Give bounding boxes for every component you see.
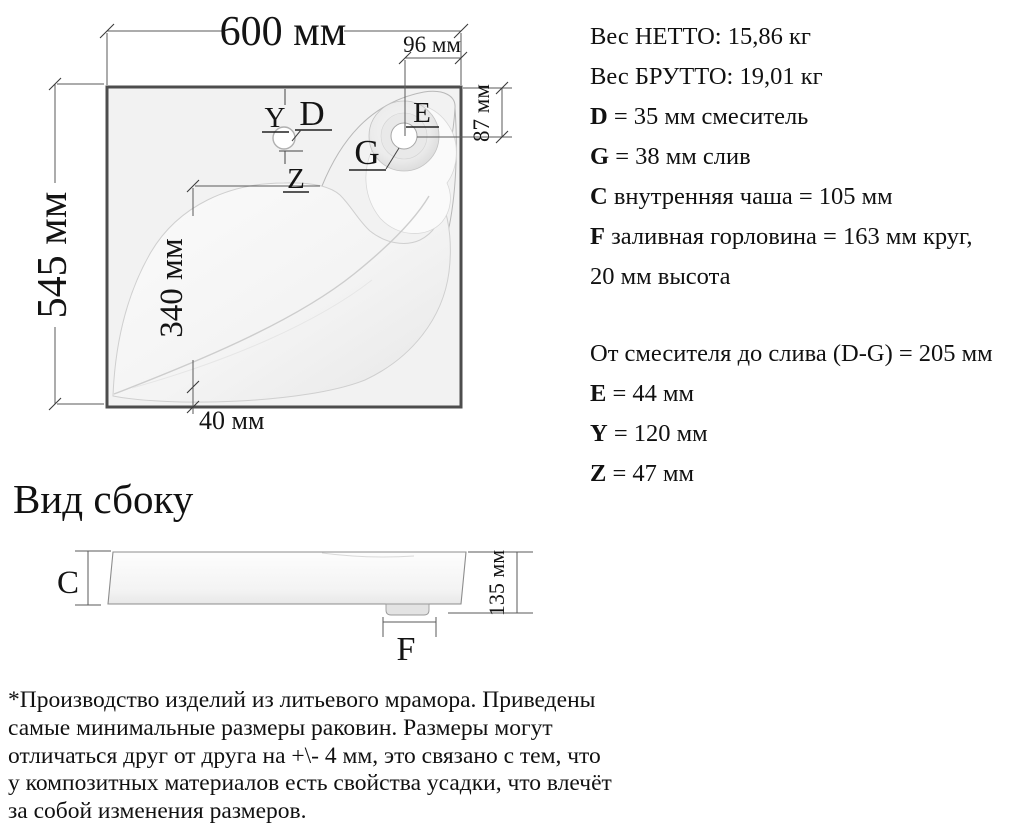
dim-340-label: 340 мм <box>154 238 190 338</box>
spec-key: D <box>590 103 608 130</box>
spec-value: = 120 мм <box>607 420 708 447</box>
note-line: за собой изменения размеров. <box>8 798 307 825</box>
dim-96-label: 96 мм <box>403 32 461 57</box>
spec-value: = 35 мм смеситель <box>607 103 809 130</box>
spec-key: F <box>590 223 605 250</box>
label-d: D <box>299 94 325 133</box>
label-f: F <box>396 631 416 668</box>
filling-neck <box>386 604 429 615</box>
label-e: E <box>413 97 431 129</box>
note-line: самые минимальные размеры раковин. Размеры могут <box>8 714 553 741</box>
dim-135-label: 135 мм <box>484 549 509 617</box>
spec-value: = 38 мм слив <box>609 143 751 170</box>
label-y: Y <box>264 102 286 134</box>
spec-value: От смесителя до слива (D-G) = 205 мм <box>590 340 993 367</box>
spec-e <box>590 377 1010 417</box>
note-line: у композитных материалов есть свойства усадки, что влечёт <box>8 770 612 797</box>
spec-value: Вес НЕТТО: 15,86 кг <box>590 23 811 50</box>
spec-y <box>590 417 1010 457</box>
spec-spacer <box>590 300 1010 337</box>
spec-f-neck <box>590 220 1010 260</box>
note-line: *Производство изделий из литьевого мрамора. Приведены <box>8 687 596 713</box>
label-z: Z <box>287 163 305 195</box>
top-view-drawing <box>0 0 540 470</box>
note-line: отличаться друг от друга на +\- 4 мм, это связано с тем, что <box>8 742 601 769</box>
dim-545-label: 545 мм <box>30 191 76 319</box>
side-view-drawing <box>0 530 550 670</box>
spec-g-drain <box>590 140 1010 180</box>
side-view-title: Вид сбоку <box>13 476 194 522</box>
spec-key: Z <box>590 460 607 487</box>
dim-600-label: 600 мм <box>219 9 347 55</box>
spec-key: E <box>590 380 607 407</box>
production-note <box>8 687 658 826</box>
spec-value: = 44 мм <box>606 380 695 407</box>
spec-value: внутренняя чаша = 105 мм <box>607 183 893 210</box>
spec-value: Вес БРУТТО: 19,01 кг <box>590 63 823 90</box>
label-g: G <box>354 133 380 172</box>
spec-list <box>590 20 1010 497</box>
spec-d-mixer <box>590 100 1010 140</box>
spec-key: G <box>590 143 610 170</box>
dim-87-label: 87 мм <box>469 84 494 142</box>
spec-dg-distance <box>590 337 1010 377</box>
spec-net-weight <box>590 20 1010 60</box>
spec-value: заливная горловина = 163 мм круг, <box>604 223 973 250</box>
label-c: C <box>56 565 80 601</box>
dim-40-label: 40 мм <box>199 406 265 435</box>
spec-c-bowl <box>590 180 1010 220</box>
side-view-slab <box>108 552 466 604</box>
spec-z <box>590 457 1010 497</box>
spec-value: 20 мм высота <box>590 263 731 290</box>
spec-value: = 47 мм <box>606 460 695 487</box>
spec-key: Y <box>590 420 608 447</box>
spec-f-neck-cont <box>590 260 1010 300</box>
spec-key: C <box>590 183 608 210</box>
spec-gross-weight <box>590 60 1010 100</box>
